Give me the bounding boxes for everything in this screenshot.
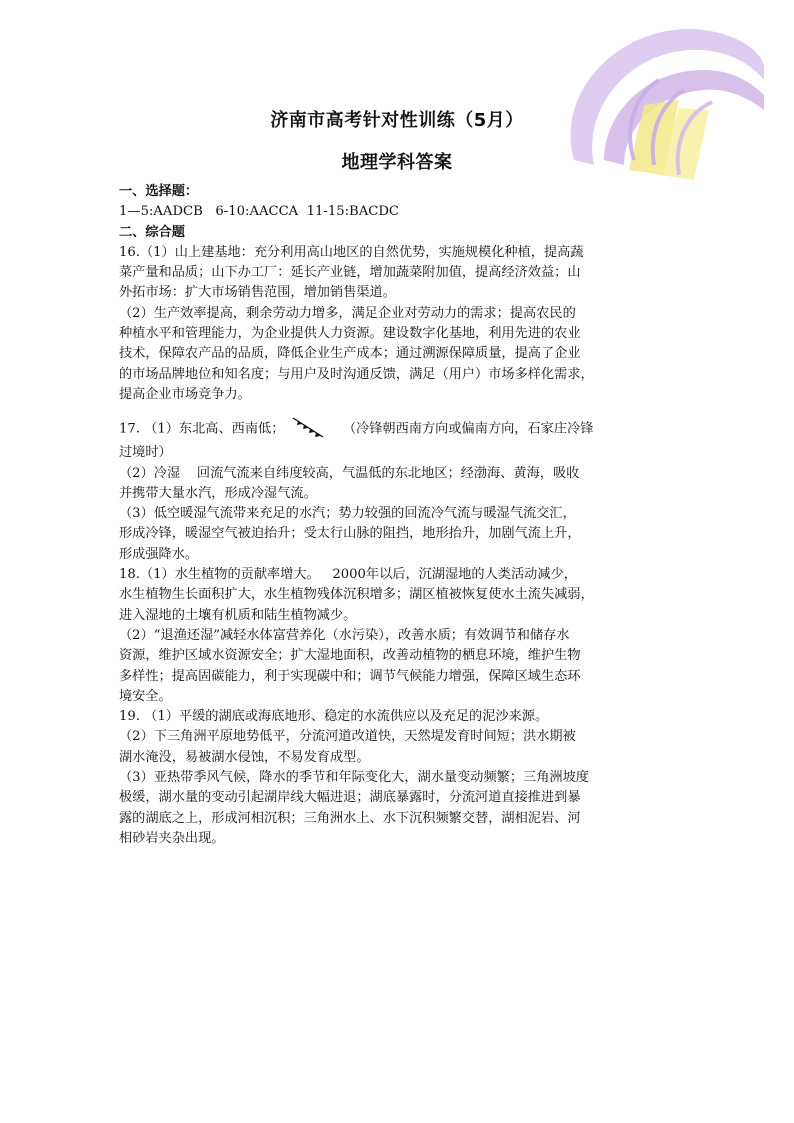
answer-line: 18.（1）水生植物的贡献率增大。 2000年以后，沉湖湿地的人类活动减少， [119, 567, 577, 583]
page-subtitle: 地理学科答案 [341, 152, 453, 173]
page-title: 济南市高考针对性训练（5月） [270, 110, 524, 131]
answer-line: 过境时） [119, 445, 172, 461]
answer-line: 形成冷锋，暖湿空气被迫抬升；受太行山脉的阻挡，地形抬升，加剧气流上升， [119, 526, 581, 542]
answer-line: 外拓市场：扩大市场销售范围，增加销售渠道。 [119, 285, 396, 301]
question-17 [119, 415, 679, 565]
question-19 [119, 707, 679, 849]
q17-line1-suffix: （冷锋朝西南方向或偏南方向，石家庄冷锋 [342, 421, 594, 437]
choice-answers: 1—5:AADCB 6-10:AACCA 11-15:BACDC [119, 204, 400, 220]
answer-line: 提高企业市场竞争力。 [119, 386, 251, 402]
answer-line: 多样性；提高固碳能力，利于实现碳中和；调节气候能力增强，保障区域生态环 [119, 668, 581, 684]
answer-line: 16.（1）山上建基地：充分利用高山地区的自然优势，实施规模化种植，提高蔬 [119, 244, 584, 260]
answer-line: （3）亚热带季风气候，降水的季节和年际变化大，湖水量变动频繁；三角洲坡度 [119, 770, 589, 786]
answer-line: 露的湖底之上，形成河相沉积；三角洲水上、水下沉积频繁交替，湖相泥岩、河 [119, 810, 581, 826]
answer-line: 菜产量和品质；山下办工厂：延长产业链，增加蔬菜附加值，提高经济效益；山 [119, 265, 581, 281]
answer-line: 19. （1）平缓的湖底或海底地形、稳定的水流供应以及充足的泥沙来源。 [119, 709, 549, 725]
answer-line: 形成强降水。 [119, 546, 199, 562]
answer-line: 湖水淹没，易被湖水侵蚀，不易发育成型。 [119, 749, 370, 765]
answer-line: 相砂岩夹杂出现。 [119, 830, 225, 846]
answer-line [119, 415, 679, 443]
answer-line: 并携带大量水汽，形成冷湿气流。 [119, 485, 317, 501]
answer-line: 极缓，湖水量的变动引起湖岸线大幅进退；湖底暴露时，分流河道直接推进到暴 [119, 790, 581, 806]
section1-heading: 一、选择题： [119, 184, 199, 199]
answer-line: 的市场品牌地位和知名度；与用户及时沟通反馈，满足（用户）市场多样化需求， [119, 366, 594, 382]
q17-line1-prefix: 17. （1）东北高、西南低； [119, 421, 285, 437]
answer-line: 境安全。 [119, 688, 172, 704]
answer-content [119, 182, 679, 849]
answer-line: 资源，维护区域水资源安全；扩大湿地面积，改善动植物的栖息环境，维护生物 [119, 648, 581, 664]
answer-line: 进入湿地的土壤有机质和陆生植物减少。 [119, 607, 357, 623]
answer-line: 水生植物生长面积扩大，水生植物残体沉积增多；湖区植被恢复使水土流失减弱， [119, 587, 594, 603]
answer-line: （2）生产效率提高，剩余劳动力增多，满足企业对劳动力的需求；提高农民的 [119, 305, 576, 321]
question-18 [119, 565, 679, 707]
answer-line: （2）“退渔还湿”减轻水体富营养化（水污染），改善水质；有效调节和储存水 [119, 627, 570, 643]
answer-line: （2）冷湿 回流气流来自纬度较高，气温低的东北地区；经渤海、黄海，吸收 [119, 465, 580, 481]
question-16 [119, 243, 679, 405]
answer-line: 种植水平和管理能力，为企业提供人力资源。建设数字化基地，利用先进的农业 [119, 326, 581, 342]
section2-heading: 二、综合题 [119, 224, 185, 240]
cold-front-symbol-icon [289, 415, 339, 443]
answer-line: 技术，保障农产品的品质，降低企业生产成本；通过溯源保障质量，提高了企业 [119, 346, 581, 362]
answer-line: （3）低空暖湿气流带来充足的水汽；势力较强的回流冷气流与暖湿气流交汇， [119, 506, 576, 522]
answer-line: （2）下三角洲平原地势低平，分流河道改道快，天然堤发育时间短；洪水期被 [119, 729, 576, 745]
